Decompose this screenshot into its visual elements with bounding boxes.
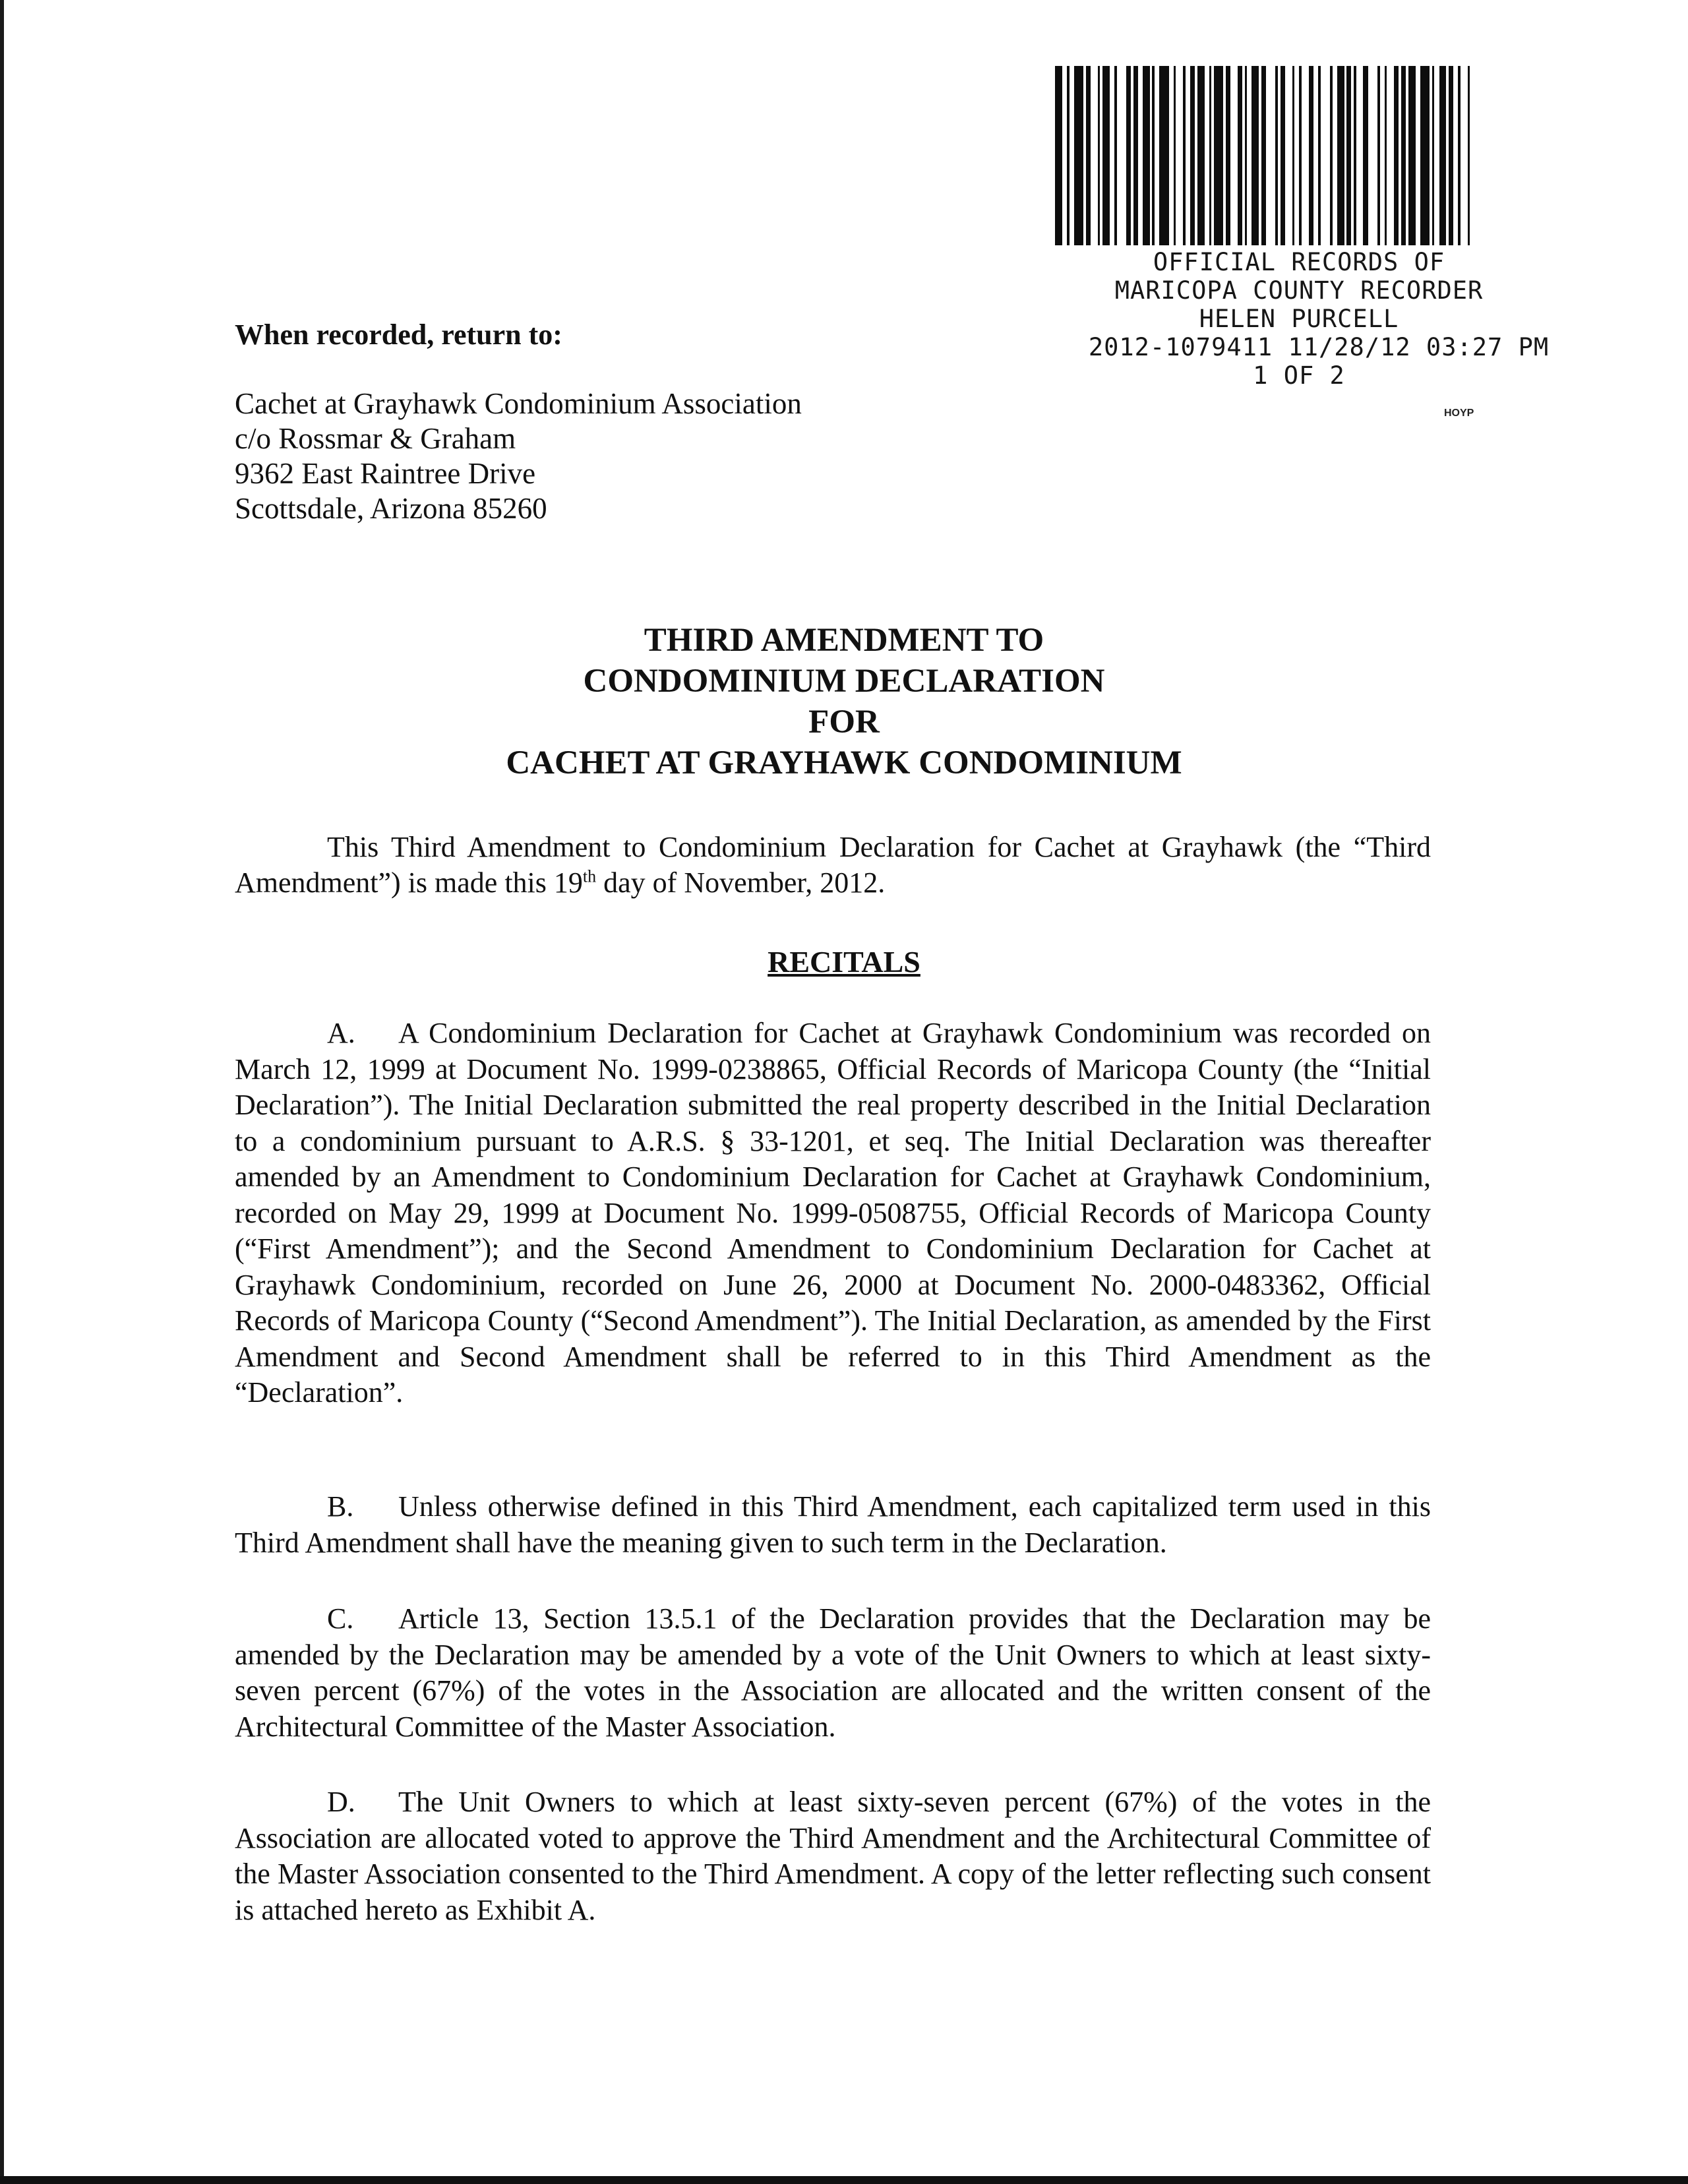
barcode-bar xyxy=(1186,66,1190,245)
barcode-bar xyxy=(1302,66,1309,245)
barcode-bar xyxy=(1159,66,1168,245)
address-line: Cachet at Grayhawk Condominium Association xyxy=(235,387,802,420)
barcode-bar xyxy=(1337,66,1344,245)
barcode-bar xyxy=(1294,66,1299,245)
barcode-bar xyxy=(1363,66,1368,245)
barcode-bar xyxy=(1449,66,1453,245)
recital-c xyxy=(235,1601,1431,1745)
return-heading: When recorded, return to: xyxy=(235,318,562,351)
barcode-bar xyxy=(1230,66,1238,245)
stamp-code: HOYP xyxy=(1444,408,1474,419)
barcode-bar xyxy=(1214,66,1223,245)
stamp-line: 1 OF 2 xyxy=(1253,361,1345,390)
barcode-bar xyxy=(1285,66,1292,245)
barcode-bar xyxy=(1261,66,1266,245)
recital-a xyxy=(235,1016,1431,1411)
barcode-bar xyxy=(1416,66,1420,245)
address-line: 9362 East Raintree Drive xyxy=(235,457,536,490)
recital-marker: A. xyxy=(327,1017,355,1049)
stamp-line: 2012-1079411 11/28/12 03:27 PM xyxy=(1088,333,1550,361)
barcode-bar xyxy=(1439,66,1447,245)
barcode-bar xyxy=(1247,66,1251,245)
stamp-line: MARICOPA COUNTY RECORDER xyxy=(1114,276,1484,305)
barcode-bar xyxy=(1143,66,1150,245)
barcode-bar xyxy=(1434,66,1439,245)
intro-text-end: day of November, 2012. xyxy=(596,866,886,899)
recital-text: Unless otherwise defined in this Third Amendment, each capitalized term used in this Third Amendment shall have the meaning given to such term in the Declaration. xyxy=(235,1490,1431,1559)
barcode-bar xyxy=(1062,66,1067,245)
barcode-bar xyxy=(1138,66,1143,245)
document-title xyxy=(0,620,1688,783)
barcode-bar xyxy=(1401,66,1406,245)
barcode-bar xyxy=(1155,66,1159,245)
barcode-bar xyxy=(1238,66,1242,245)
barcode-bar xyxy=(1133,66,1138,245)
barcode-bar xyxy=(1356,66,1364,245)
title-line: THIRD AMENDMENT TO xyxy=(644,622,1044,659)
barcode-bar xyxy=(1420,66,1430,245)
barcode-bar xyxy=(1368,66,1377,245)
recitals-heading: RECITALS xyxy=(768,945,920,979)
barcode-bar xyxy=(1074,66,1083,245)
barcode-bar xyxy=(1176,66,1183,245)
barcode-bar xyxy=(1126,66,1131,245)
scan-left-edge xyxy=(0,0,4,2184)
return-address xyxy=(235,386,802,526)
barcode-bar xyxy=(1380,66,1385,245)
barcode-bar xyxy=(1408,66,1416,245)
barcode-bar xyxy=(1333,66,1337,245)
title-line: FOR xyxy=(808,704,880,741)
barcode-bar xyxy=(1281,66,1285,245)
barcode-bar xyxy=(1394,66,1399,245)
barcode-bar xyxy=(1309,66,1313,245)
address-line: c/o Rossmar & Graham xyxy=(235,422,516,455)
barcode-bar xyxy=(1117,66,1126,245)
barcode-bar xyxy=(1055,66,1062,245)
stamp-line: HELEN PURCELL xyxy=(1199,305,1399,333)
recital-text: The Unit Owners to which at least sixty-seven percent (67%) of the votes in the Association are allocated voted to approve the Third Amendment and the Architectural Committee of the Master Association consented to the Third Amendment. A copy of the letter reflecting such consent is attached hereto as Exhibit A. xyxy=(235,1786,1431,1926)
barcode-bar xyxy=(1070,66,1074,245)
barcode-bar xyxy=(1102,66,1110,245)
recital-d xyxy=(235,1784,1431,1928)
barcode-bar xyxy=(1190,66,1195,245)
recital-text: Article 13, Section 13.5.1 of the Declaration provides that the Declaration may be amended by the Declaration may be amended by a vote of the Unit Owners to which at least sixty-seven percent (67%) of the votes in the Association are allocated and the written consent of the Architectural Committee of the Master Association. xyxy=(235,1602,1431,1743)
stamp-line: OFFICIAL RECORDS OF xyxy=(1153,248,1445,276)
scan-bottom-edge xyxy=(0,2176,1688,2184)
barcode-bar xyxy=(1086,66,1091,245)
barcode-bar xyxy=(1321,66,1330,245)
barcode-bar xyxy=(1197,66,1205,245)
intro-superscript: th xyxy=(582,866,597,886)
barcode-bar xyxy=(1470,66,1479,245)
recital-text: A Condominium Declaration for Cachet at Grayhawk Condominium was recorded on March 12, 1999 at Document No. 1999-0238865, Official Records of Maricopa County (the “Initial Declaration”). The Initial Declaration submitted the real property described in the Initial Declaration to a condominium pursuant to A.R.S. § 33-1201, et seq. The Initial Declaration was thereafter amended by an Amendment to Condominium Declaration for Cachet at Grayhawk Condominium, recorded on May 29, 1999 at Document No. 1999-0508755, Official Records of Maricopa County (“First Amendment”); and the Second Amendment to Condominium Declaration for Cachet at Grayhawk Condominium, recorded on June 26, 2000 at Document No. 2000-0483362, Official Records of Maricopa County (“Second Amendment”). The Initial Declaration, as amended by the First Amendment and Second Amendment shall be referred to in this Third Amendment as the “Declaration”. xyxy=(235,1017,1431,1409)
barcode-bar xyxy=(1205,66,1209,245)
barcode-bar xyxy=(1110,66,1114,245)
barcode-bar xyxy=(1091,66,1098,245)
recorder-barcode xyxy=(1055,66,1510,245)
address-line: Scottsdale, Arizona 85260 xyxy=(235,492,547,525)
barcode-bar xyxy=(1387,66,1394,245)
intro-text: This Third Amendment to Condominium Declaration for Cachet at Grayhawk (the “Third Amendment”) is made this 19 xyxy=(235,831,1431,899)
recital-b xyxy=(235,1489,1431,1561)
barcode-bar xyxy=(1169,66,1174,245)
barcode-bar xyxy=(1266,66,1275,245)
recital-marker: B. xyxy=(327,1490,354,1523)
title-line: CONDOMINIUM DECLARATION xyxy=(583,663,1105,700)
barcode-bar xyxy=(1251,66,1259,245)
recital-marker: C. xyxy=(327,1602,354,1635)
title-line: CACHET AT GRAYHAWK CONDOMINIUM xyxy=(506,744,1182,781)
barcode-bar xyxy=(1226,66,1230,245)
barcode-bar xyxy=(1453,66,1458,245)
barcode-bar xyxy=(1346,66,1351,245)
recital-marker: D. xyxy=(327,1786,355,1818)
recorder-stamp xyxy=(1015,248,1582,390)
barcode-bar xyxy=(1313,66,1318,245)
intro-paragraph xyxy=(235,830,1431,901)
barcode-bar xyxy=(1461,66,1468,245)
